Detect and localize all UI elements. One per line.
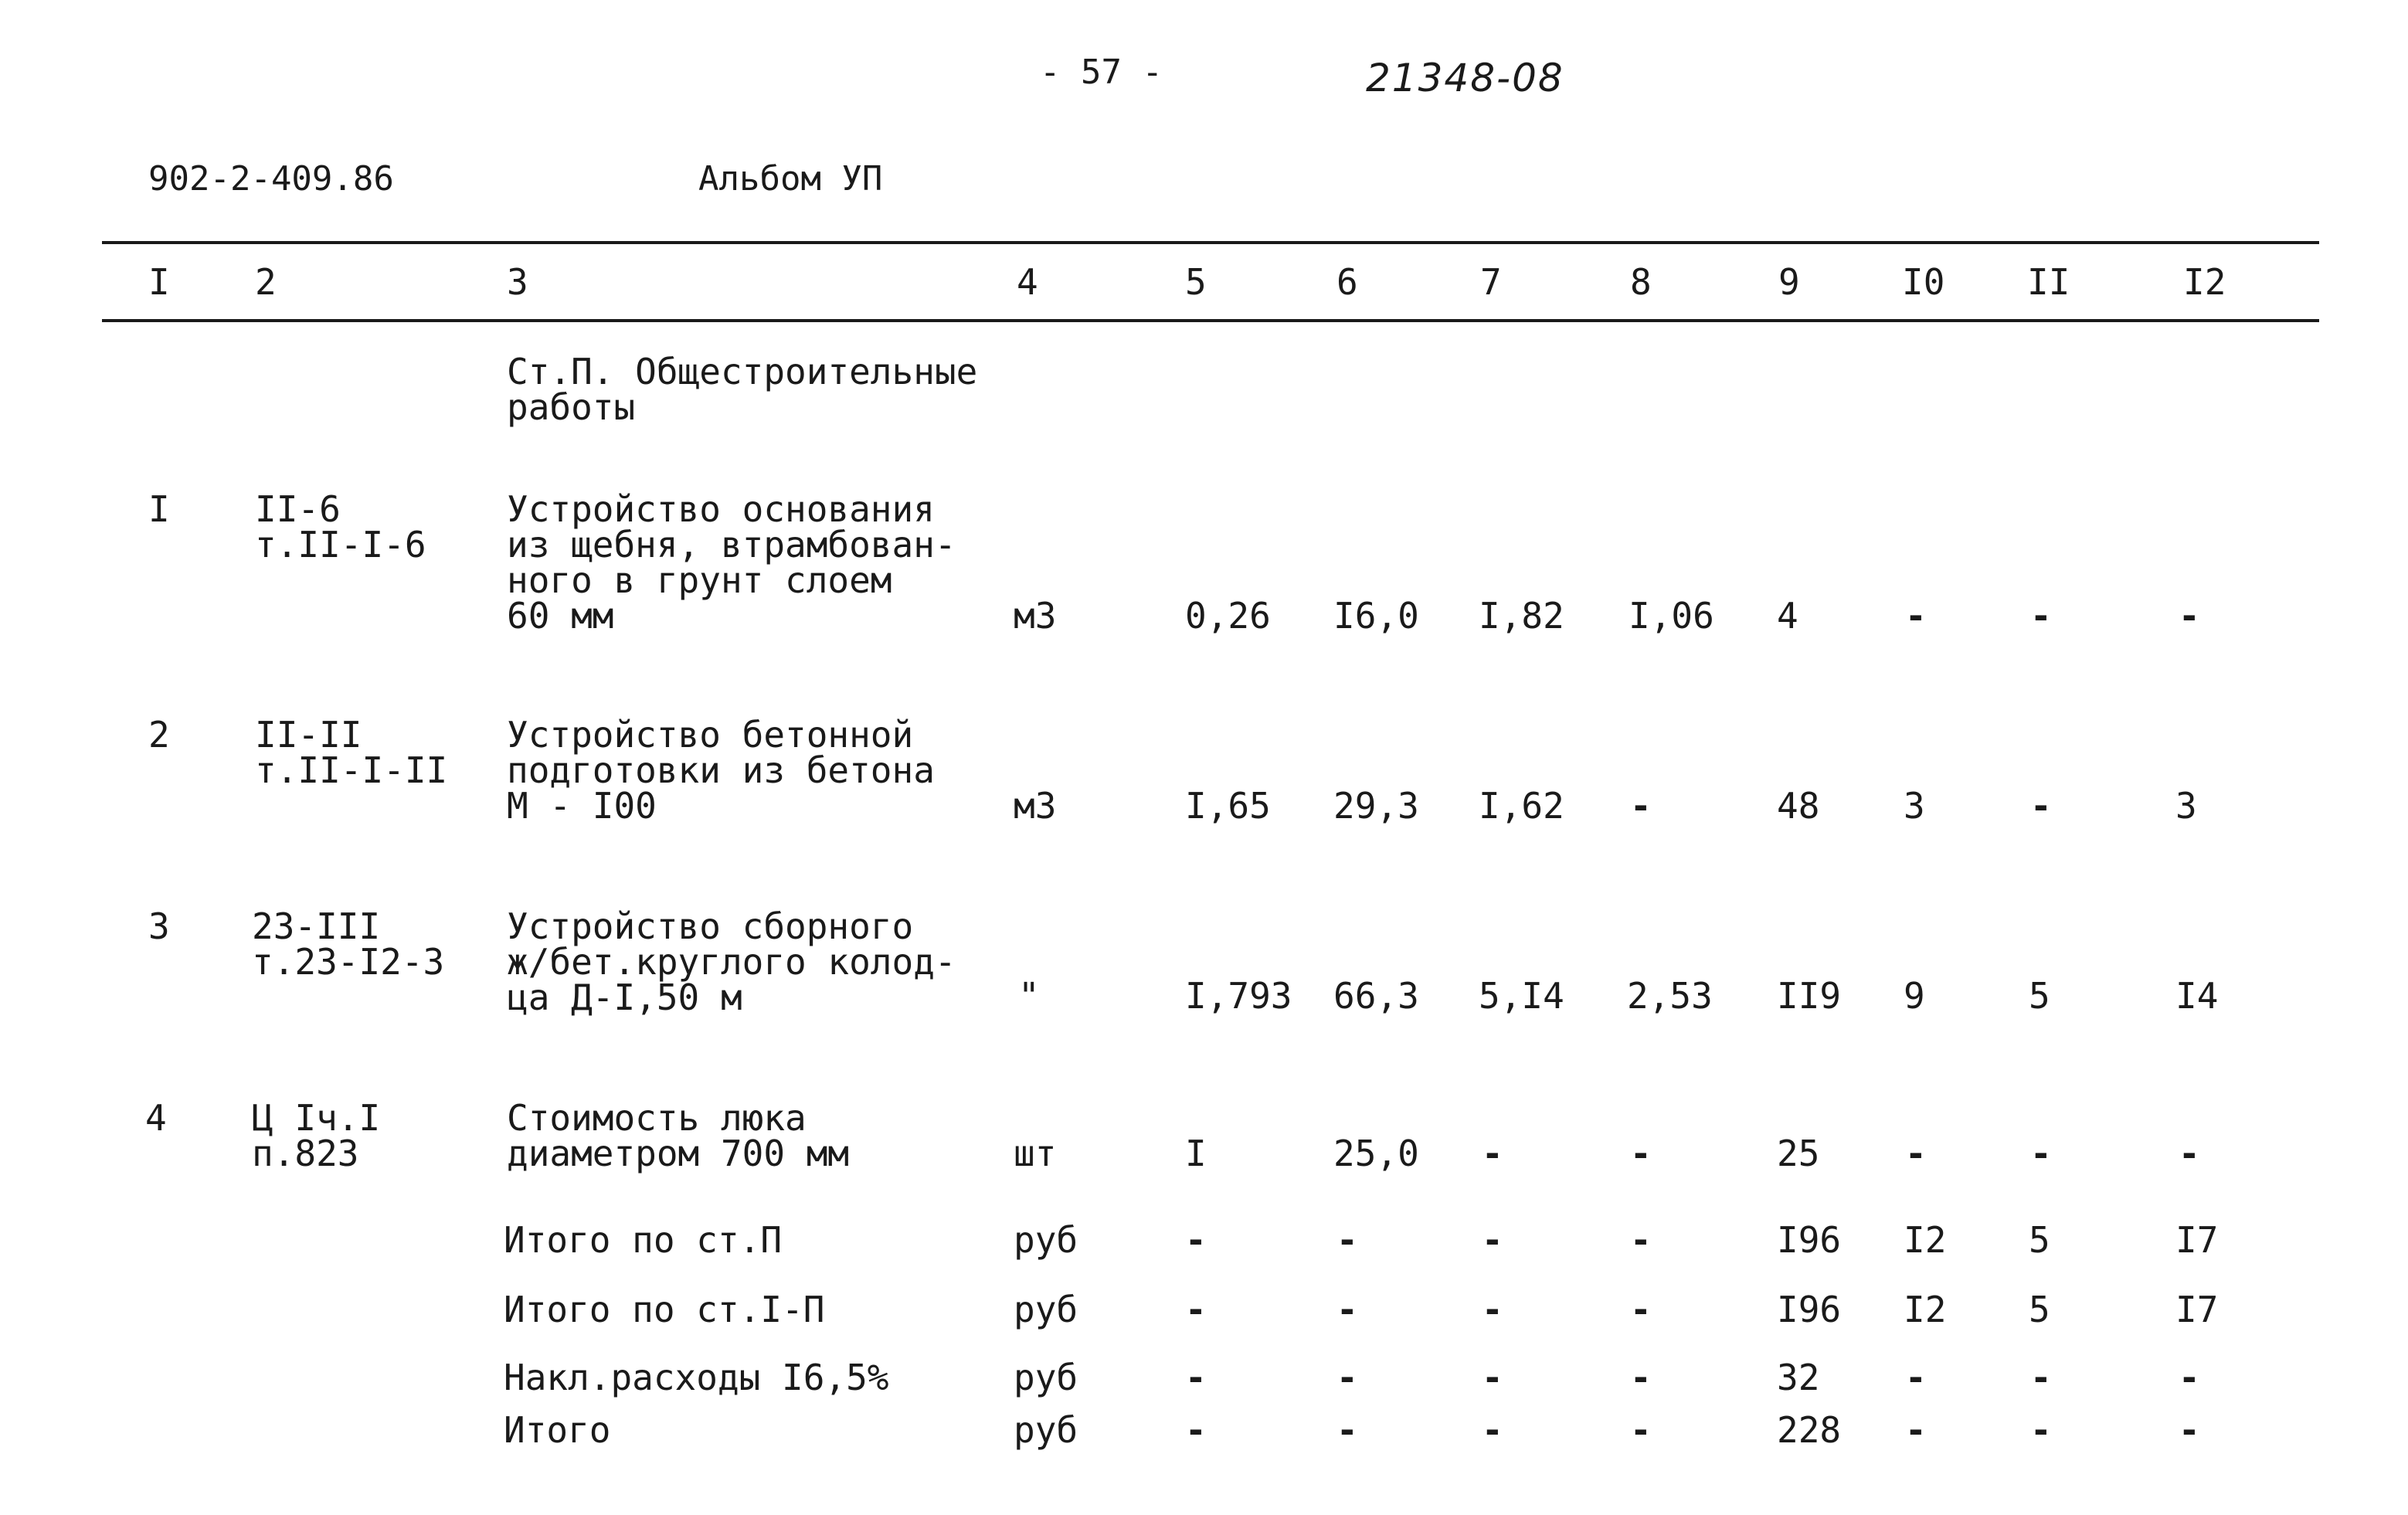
col-10-value: 3 (1904, 785, 1925, 827)
doc-code: 902-2-409.86 (148, 159, 394, 199)
row-number: 2 (148, 714, 170, 756)
col-9-value: II9 (1777, 975, 1842, 1017)
unit: " (1018, 975, 1040, 1017)
total-label: Итого по ст.П (504, 1219, 783, 1261)
unit: руб (1014, 1409, 1078, 1451)
quantity: I,793 (1185, 975, 1292, 1017)
unit: м3 (1014, 595, 1057, 637)
work-description: Устройство сборного ж/бет.круглого колод- ца Д-I,50 м (507, 905, 956, 1018)
col-num-9: 9 (1778, 261, 1800, 303)
table-top-rule (102, 241, 2319, 244)
quantity: - (1185, 1219, 1207, 1261)
col-8-value: - (1630, 1219, 1652, 1261)
col-9-value: 228 (1777, 1409, 1842, 1451)
col-7-value: - (1482, 1409, 1503, 1451)
total-label: Итого (504, 1409, 611, 1451)
unit: руб (1014, 1289, 1078, 1330)
unit-price: - (1336, 1357, 1358, 1398)
col-10-value: I2 (1904, 1219, 1947, 1261)
album-title: Альбом УП (698, 159, 883, 199)
unit: шт (1014, 1133, 1057, 1174)
col-8-value: 2,53 (1627, 975, 1713, 1017)
col-8-value: - (1630, 1133, 1652, 1174)
norm-code: Ц Iч.I п.823 (252, 1097, 381, 1174)
col-10-value: - (1905, 595, 1927, 637)
unit-price: 66,3 (1333, 975, 1419, 1017)
unit: м3 (1014, 785, 1057, 827)
norm-code: II-6 т.II-I-6 (255, 488, 426, 566)
col-9-value: 4 (1777, 595, 1798, 637)
col-num-11: II (2027, 261, 2070, 303)
unit-price: 29,3 (1333, 785, 1419, 827)
col-num-6: 6 (1336, 261, 1358, 303)
col-9-value: I96 (1777, 1219, 1842, 1261)
col-num-7: 7 (1480, 261, 1502, 303)
col-num-5: 5 (1185, 261, 1207, 303)
col-11-value: - (2030, 1409, 2052, 1451)
unit: руб (1014, 1357, 1078, 1398)
page-number: - 57 - (1040, 53, 1163, 92)
col-10-value: - (1905, 1409, 1927, 1451)
col-7-value: - (1482, 1219, 1503, 1261)
row-number: I (148, 488, 170, 530)
col-8-value: - (1630, 785, 1652, 827)
col-7-value: - (1482, 1357, 1503, 1398)
col-9-value: 32 (1777, 1357, 1820, 1398)
col-10-value: - (1905, 1133, 1927, 1174)
col-9-value: 48 (1777, 785, 1820, 827)
col-num-4: 4 (1017, 261, 1038, 303)
col-12-value: - (2179, 1357, 2200, 1398)
col-9-value: I96 (1777, 1289, 1842, 1330)
handwritten-number: 21348-08 (1366, 56, 1564, 100)
norm-code: II-II т.II-I-II (255, 714, 448, 791)
col-12-value: I7 (2175, 1289, 2219, 1330)
col-10-value: I2 (1904, 1289, 1947, 1330)
col-11-value: - (2030, 785, 2052, 827)
work-description: Устройство основания из щебня, втрамбован- ного в грунт слоем 60 мм (507, 488, 956, 637)
col-num-12: I2 (2183, 261, 2226, 303)
col-7-value: - (1482, 1133, 1503, 1174)
unit-price: I6,0 (1333, 595, 1419, 637)
col-7-value: I,82 (1479, 595, 1564, 637)
col-8-value: - (1630, 1409, 1652, 1451)
col-7-value: 5,I4 (1479, 975, 1564, 1017)
col-8-value: - (1630, 1357, 1652, 1398)
col-12-value: - (2179, 1133, 2200, 1174)
col-num-1: I (148, 261, 170, 303)
col-11-value: - (2030, 1357, 2052, 1398)
col-12-value: I4 (2175, 975, 2219, 1017)
unit-price: 25,0 (1333, 1133, 1419, 1174)
section-title: Ст.П. Общестроительные работы (507, 351, 978, 428)
quantity: 0,26 (1185, 595, 1271, 637)
col-8-value: - (1630, 1289, 1652, 1330)
work-description: Стоимость люка диаметром 700 мм (507, 1097, 850, 1174)
quantity: I,65 (1185, 785, 1271, 827)
unit-price: - (1336, 1219, 1358, 1261)
total-label: Итого по ст.I-П (504, 1289, 825, 1330)
col-num-2: 2 (255, 261, 277, 303)
unit-price: - (1336, 1409, 1358, 1451)
total-label: Накл.расходы I6,5% (504, 1357, 889, 1398)
col-12-value: 3 (2175, 785, 2197, 827)
col-11-value: 5 (2029, 1289, 2050, 1330)
col-num-3: 3 (507, 261, 528, 303)
quantity: - (1185, 1409, 1207, 1451)
unit-price: - (1336, 1289, 1358, 1330)
col-10-value: 9 (1904, 975, 1925, 1017)
row-number: 3 (148, 905, 170, 947)
col-11-value: - (2030, 1133, 2052, 1174)
col-11-value: 5 (2029, 1219, 2050, 1261)
work-description: Устройство бетонной подготовки из бетона М - I00 (507, 714, 935, 827)
quantity: - (1185, 1289, 1207, 1330)
col-12-value: - (2179, 595, 2200, 637)
quantity: - (1185, 1357, 1207, 1398)
col-11-value: 5 (2029, 975, 2050, 1017)
col-7-value: - (1482, 1289, 1503, 1330)
quantity: I (1185, 1133, 1207, 1174)
col-8-value: I,06 (1629, 595, 1714, 637)
col-12-value: - (2179, 1409, 2200, 1451)
col-11-value: - (2030, 595, 2052, 637)
norm-code: 23-III т.23-I2-3 (252, 905, 445, 983)
row-number: 4 (145, 1097, 167, 1139)
unit: руб (1014, 1219, 1078, 1261)
col-10-value: - (1905, 1357, 1927, 1398)
col-12-value: I7 (2175, 1219, 2219, 1261)
col-7-value: I,62 (1479, 785, 1564, 827)
col-num-10: I0 (1902, 261, 1945, 303)
col-num-8: 8 (1630, 261, 1652, 303)
table-header-rule (102, 319, 2319, 322)
col-9-value: 25 (1777, 1133, 1820, 1174)
